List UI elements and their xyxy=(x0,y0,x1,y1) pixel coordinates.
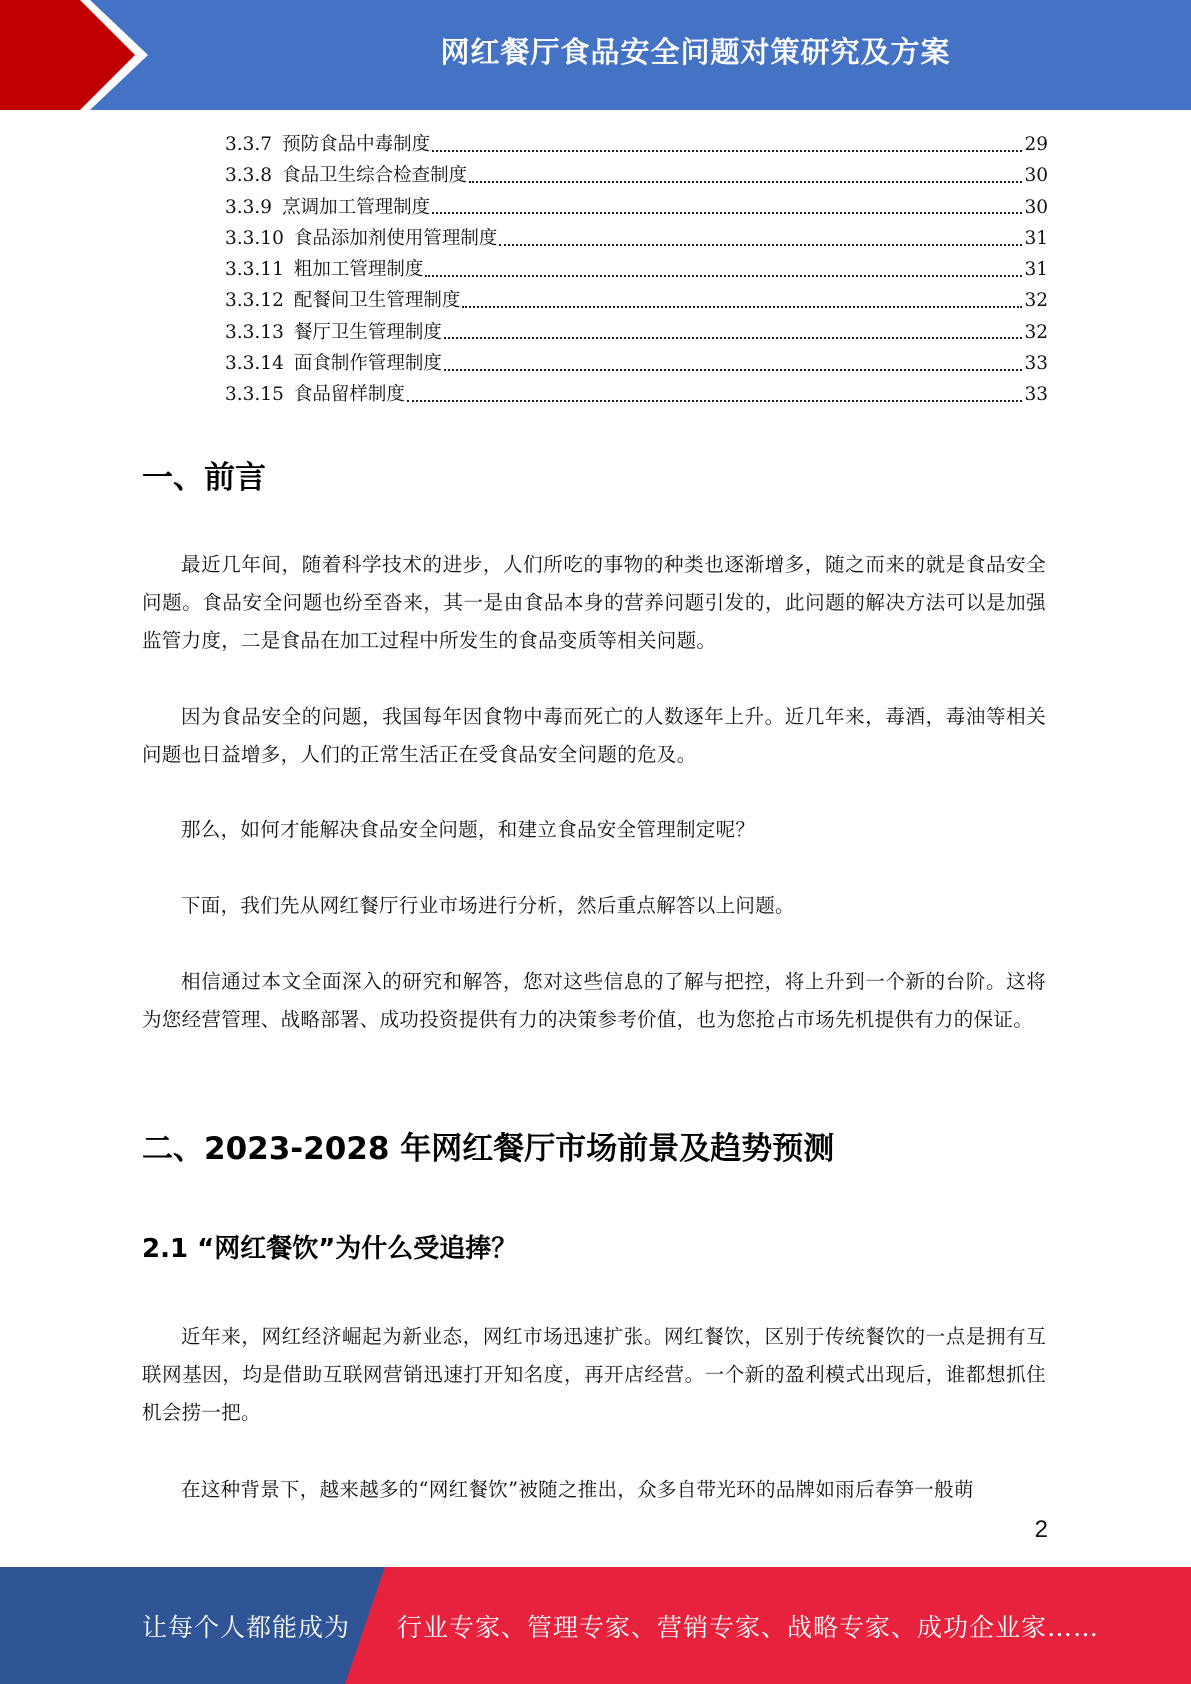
toc-entry-page: 32 xyxy=(1024,290,1048,312)
paragraph: 那么，如何才能解决食品安全问题，和建立食品安全管理制定呢？ xyxy=(181,818,756,841)
toc-entry-number: 3.3.12 xyxy=(225,290,284,312)
toc-entry-page: 33 xyxy=(1024,384,1048,406)
toc-entry-page: 33 xyxy=(1024,353,1048,375)
toc-entry-title: 食品卫生综合检查制度 xyxy=(282,165,468,187)
toc-entry-page: 31 xyxy=(1024,259,1048,281)
toc-dot-leader xyxy=(425,275,1022,277)
toc-entry-title: 粗加工管理制度 xyxy=(293,259,424,281)
toc-entry-title: 预防食品中毒制度 xyxy=(282,134,431,155)
toc-dot-leader xyxy=(462,306,1022,308)
toc-dot-leader xyxy=(432,212,1022,214)
section-heading-market-forecast: 二、2023-2028 年网红餐厅市场前景及趋势预测 xyxy=(142,1131,835,1167)
toc-entry[interactable] xyxy=(225,317,1048,348)
toc-dot-leader xyxy=(432,150,1022,152)
page-number: 2 xyxy=(1034,1516,1048,1543)
footer-slogan-left: 让每个人都能成为 xyxy=(142,1612,351,1642)
table-of-contents xyxy=(225,129,1048,411)
toc-entry-number: 3.3.7 xyxy=(225,134,273,155)
toc-entry[interactable] xyxy=(225,192,1048,223)
toc-entry[interactable] xyxy=(225,379,1048,410)
toc-entry-title: 配餐间卫生管理制度 xyxy=(293,290,461,312)
paragraph: 最近几年间，随着科学技术的进步，人们所吃的事物的种类也逐渐增多，随之而来的就是食品安全问题。食品安全问题也纷至沓来，其一是由食品本身的营养问题引发的，此问题的解决方法可以是加强监管力度，二是食品在加工过程中所发生的食品变质等相关问题。 xyxy=(142,553,1046,652)
toc-entry[interactable] xyxy=(225,129,1048,160)
paragraph: 相信通过本文全面深入的研究和解答，您对这些信息的了解与把控，将上升到一个新的台阶。这将为您经营管理、战略部署、成功投资提供有力的决策参考价值，也为您抢占市场先机提供有力的保证。 xyxy=(142,970,1046,1031)
toc-entry[interactable] xyxy=(225,254,1048,285)
toc-dot-leader xyxy=(444,369,1023,371)
toc-dot-leader xyxy=(407,400,1023,402)
toc-dot-leader xyxy=(499,244,1022,246)
page-header xyxy=(0,0,1191,110)
toc-entry-number: 3.3.11 xyxy=(225,259,284,281)
subsection-heading: 2.1 “网红餐饮”为什么受追捧？ xyxy=(142,1234,518,1264)
footer-slogan-right: 行业专家、管理专家、营销专家、战略专家、成功企业家…… xyxy=(397,1612,1100,1642)
toc-entry[interactable] xyxy=(225,285,1048,316)
toc-entry-page: 30 xyxy=(1024,165,1048,187)
toc-entry-title: 面食制作管理制度 xyxy=(293,353,442,375)
toc-entry-number: 3.3.13 xyxy=(225,321,284,343)
toc-entry[interactable] xyxy=(225,348,1048,379)
toc-dot-leader xyxy=(444,337,1023,339)
paragraph: 下面，我们先从网红餐厅行业市场进行分析，然后重点解答以上问题。 xyxy=(181,894,795,917)
toc-entry-page: 29 xyxy=(1024,134,1048,155)
toc-entry-number: 3.3.15 xyxy=(225,384,284,406)
toc-entry-title: 食品添加剂使用管理制度 xyxy=(293,227,498,249)
toc-entry-number: 3.3.9 xyxy=(225,196,273,218)
toc-entry[interactable] xyxy=(225,160,1048,191)
toc-dot-leader xyxy=(469,181,1022,183)
document-title: 网红餐厅食品安全问题对策研究及方案 xyxy=(440,34,951,69)
toc-entry-page: 30 xyxy=(1024,196,1048,218)
paragraph: 在这种背景下，越来越多的“网红餐饮”被随之推出，众多自带光环的品牌如雨后春笋一般萌 xyxy=(181,1478,974,1501)
toc-entry-page: 32 xyxy=(1024,321,1048,343)
page-footer xyxy=(0,1567,1191,1684)
toc-entry-title: 食品留样制度 xyxy=(293,384,405,406)
toc-entry-page: 31 xyxy=(1024,227,1048,249)
toc-entry[interactable] xyxy=(225,223,1048,254)
toc-entry-number: 3.3.8 xyxy=(225,165,273,187)
toc-entry-number: 3.3.14 xyxy=(225,353,284,375)
paragraph: 近年来，网红经济崛起为新业态，网红市场迅速扩张。网红餐饮，区别于传统餐饮的一点是拥有互联网基因，均是借助互联网营销迅速打开知名度，再开店经营。一个新的盈利模式出现后，谁都想抓住机会捞一把。 xyxy=(142,1325,1046,1424)
header-arrow-decoration xyxy=(0,0,160,110)
toc-entry-title: 餐厅卫生管理制度 xyxy=(293,321,442,343)
section-heading-preface: 一、前言 xyxy=(142,460,266,496)
toc-entry-title: 烹调加工管理制度 xyxy=(282,196,431,218)
paragraph: 因为食品安全的问题，我国每年因食物中毒而死亡的人数逐年上升。近几年来，毒酒，毒油等相关问题也日益增多，人们的正常生活正在受食品安全问题的危及。 xyxy=(142,705,1046,766)
toc-entry-number: 3.3.10 xyxy=(225,227,284,249)
